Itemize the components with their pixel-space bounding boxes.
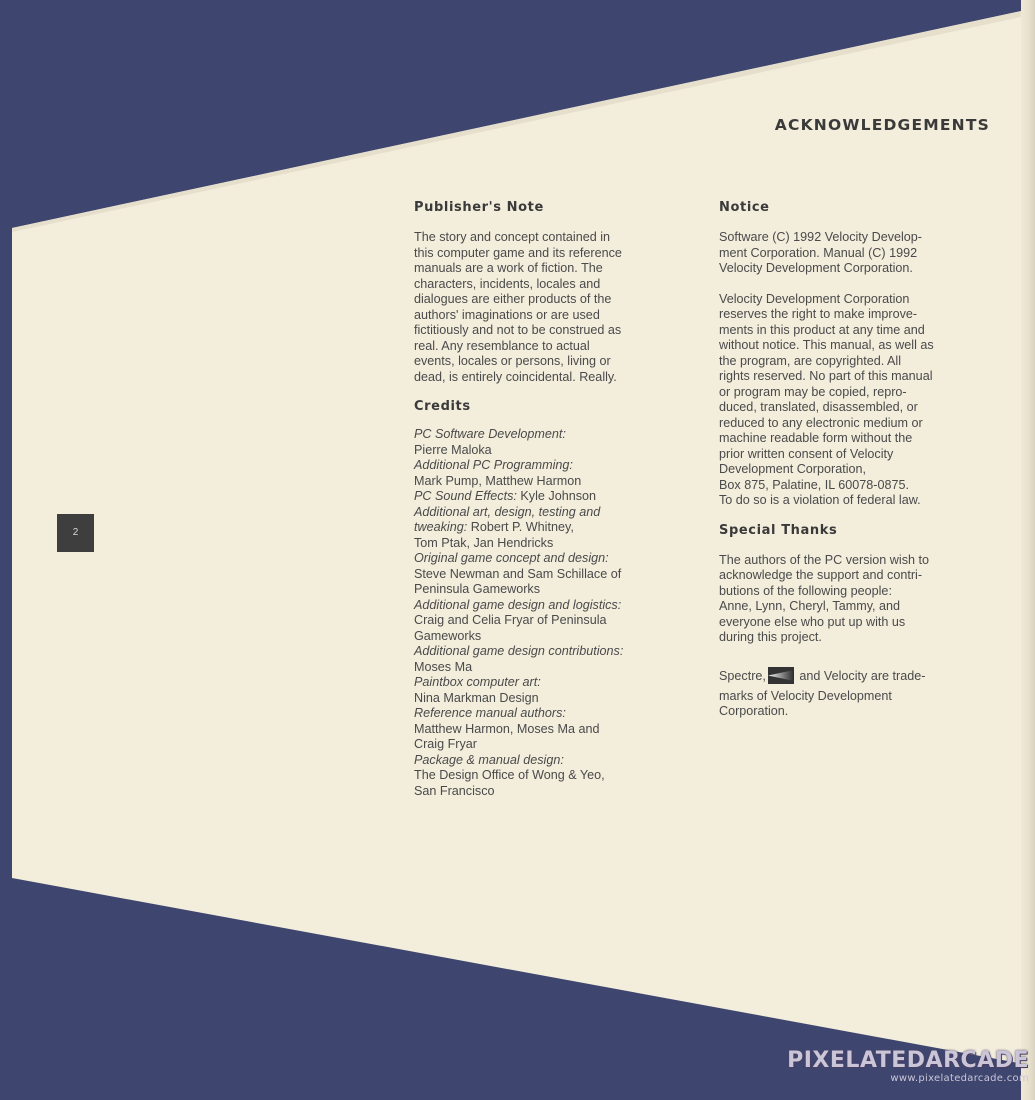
trademark-line (719, 666, 994, 687)
notice-copyright (719, 230, 994, 277)
notice-line: ment Corporation. Manual (C) 1992 (719, 245, 918, 260)
credit-name: Matthew Harmon, Moses Ma and (414, 721, 600, 736)
credit-name: San Francisco (414, 783, 495, 798)
special-thanks-heading: Special Thanks (719, 522, 838, 538)
notice-line: duced, translated, disassembled, or (719, 400, 918, 414)
credits-heading: Credits (414, 399, 471, 414)
notice-line: without notice. This manual, as well as (719, 338, 934, 352)
credit-role: Reference manual authors: (414, 706, 566, 720)
watermark (787, 1048, 1029, 1084)
page-title: ACKNOWLEDGEMENTS (774, 116, 990, 134)
credit-name: Kyle Johnson (516, 489, 597, 503)
publishers-note-line: dead, is entirely coincidental. Really. (414, 369, 617, 384)
publishers-note-line: dialogues are either products of the (414, 292, 612, 306)
thanks-line: The authors of the PC version wish to (719, 552, 929, 567)
publishers-note-line: characters, incidents, locales and (414, 276, 601, 291)
credit-name: Mark Pump, Matthew Harmon (414, 473, 582, 488)
trademark-line: marks of Velocity Development (719, 688, 892, 703)
credit-role: Additional art, design, testing and (414, 504, 601, 519)
credit-name: Robert P. Whitney, (467, 520, 574, 534)
publishers-note-line: The story and concept contained in (414, 230, 611, 244)
credit-role: tweaking: (414, 520, 468, 534)
notice-line: machine readable form without the (719, 431, 913, 445)
notice-line: reserves the right to make improve- (719, 307, 918, 321)
notice-line: rights reserved. No part of this manual (719, 369, 933, 383)
publishers-note-heading: Publisher's Note (414, 200, 544, 215)
credit-name: The Design Office of Wong & Yeo, (414, 768, 605, 782)
notice-line: Software (C) 1992 Velocity Develop- (719, 230, 922, 244)
watermark-url: www.pixelatedarcade.com (890, 1073, 1029, 1084)
special-thanks-body (719, 553, 994, 646)
credit-role: Additional PC Programming: (414, 458, 573, 472)
trademark-line: Corporation. (719, 704, 789, 718)
page-number-badge: 2 (57, 514, 94, 552)
publishers-note-line: real. Any resemblance to actual (414, 338, 590, 353)
thanks-line: acknowledge the support and contri- (719, 568, 923, 582)
credit-role: Paintbox computer art: (414, 675, 541, 689)
credit-role: PC Sound Effects: (414, 489, 517, 503)
notice-line: the program, are copyrighted. All (719, 353, 902, 368)
notice-line: reduced to any electronic medium or (719, 415, 923, 430)
watermark-brand: PIXELATEDARCADE (787, 1048, 1029, 1073)
trademark-notice (719, 666, 994, 720)
credit-name: Peninsula Gameworks (414, 582, 540, 596)
trademark-end: and Velocity are trade- (795, 668, 926, 683)
credit-role: Additional game design and logistics: (414, 597, 622, 612)
credit-name: Gameworks (414, 628, 482, 643)
credit-name: Craig and Celia Fryar of Peninsula (414, 613, 607, 627)
publishers-note-line: events, locales or persons, living or (414, 354, 611, 368)
credit-name: Nina Markman Design (414, 690, 539, 705)
notice-line: or program may be copied, repro- (719, 384, 907, 399)
right-column (719, 200, 994, 734)
credit-role: PC Software Development: (414, 427, 566, 441)
notice-heading: Notice (719, 200, 770, 215)
page-gutter-edge (1021, 0, 1035, 1100)
credit-name: Tom Ptak, Jan Hendricks (414, 535, 554, 550)
notice-rights (719, 292, 994, 509)
credit-role: Package & manual design: (414, 752, 564, 767)
publishers-note-line: fictitiously and not to be construed as (414, 323, 622, 337)
credit-name: Craig Fryar (414, 737, 477, 751)
publishers-note-line: manuals are a work of fiction. The (414, 261, 603, 275)
credit-line (414, 520, 686, 536)
notice-line: Velocity Development Corporation (719, 291, 910, 306)
publishers-note-body (414, 230, 686, 385)
left-column (414, 200, 686, 799)
notice-line: Development Corporation, (719, 462, 867, 476)
velocity-logo-icon (768, 667, 794, 684)
publishers-note-line: this computer game and its reference (414, 245, 622, 260)
trademark-start: Spectre, (719, 668, 766, 683)
credit-name: Moses Ma (414, 659, 473, 674)
notice-line: Box 875, Palatine, IL 60078-0875. (719, 477, 909, 492)
thanks-line: during this project. (719, 630, 822, 644)
credit-name: Pierre Maloka (414, 442, 492, 457)
notice-line: Velocity Development Corporation. (719, 261, 913, 275)
credits-list (414, 427, 686, 799)
notice-line: To do so is a violation of federal law. (719, 493, 921, 507)
credit-line (414, 489, 686, 505)
thanks-line: Anne, Lynn, Cheryl, Tammy, and (719, 599, 901, 613)
notice-line: prior written consent of Velocity (719, 446, 894, 461)
publishers-note-line: authors' imaginations or are used (414, 307, 600, 322)
credit-role: Original game concept and design: (414, 551, 609, 565)
notice-line: ments in this product at any time and (719, 322, 925, 337)
credit-role: Additional game design contributions: (414, 644, 624, 658)
credit-name: Steve Newman and Sam Schillace of (414, 566, 622, 581)
thanks-line: everyone else who put up with us (719, 614, 906, 629)
thanks-line: butions of the following people: (719, 583, 892, 598)
